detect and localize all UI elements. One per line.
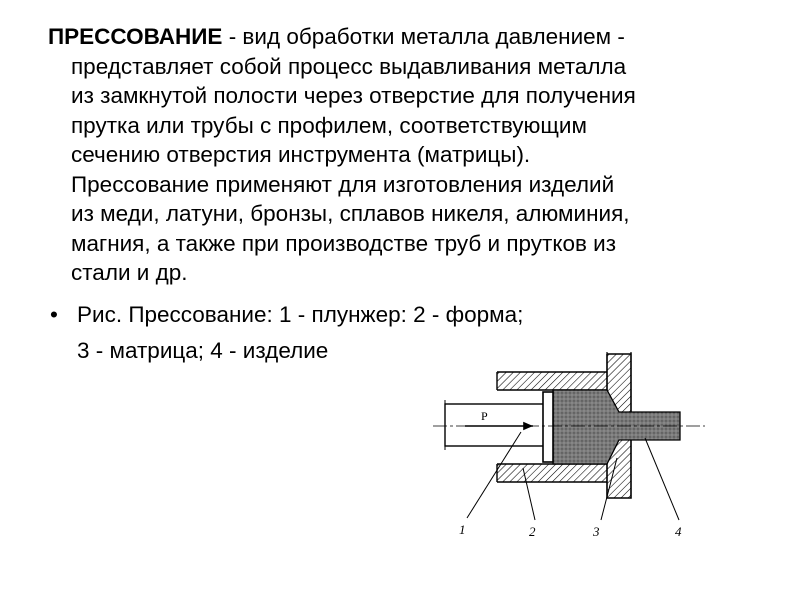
caption-line-1-text: Рис. Прессование: 1 - плунжер: 2 - форма; [77,302,524,327]
form-top-wall [497,372,607,390]
bullet-icon: • [50,302,58,327]
definition-line-2: представляет собой процесс выдавливания металла [71,53,627,79]
callout-1: 1 [459,522,466,537]
definition-line-3: из замкнутой полости через отверстие для получения [71,83,636,108]
definition-term: ПРЕССОВАНИЕ [48,24,223,49]
definition-line-4: прутка или трубы с профилем, соответствующим [71,112,587,138]
pressing-diagram [425,340,715,560]
callout-3: 3 [593,524,600,539]
leader-line-4 [645,438,679,520]
definition-line-9: стали и др. [71,260,188,285]
force-label: P [481,409,488,423]
plunger [445,392,553,462]
definition-line-8: магния, а также при производстве труб и прутков из [71,230,617,256]
caption-line-1 [50,297,610,333]
definition-line-5: сечению отверстия инструмента (матрицы). [71,142,531,167]
definition-line-7: из меди, латуни, бронзы, сплавов никеля, алюминия, [71,201,630,226]
callout-2: 2 [529,524,536,539]
definition-paragraph [48,22,768,288]
definition-line-1-text: - вид обработки металла давлением - [222,24,625,49]
form-bottom-wall [497,464,607,482]
definition-line-1 [48,22,768,52]
definition-line-6: Прессование применяют для изготовления изделий [71,171,615,197]
callout-4: 4 [675,524,682,539]
caption-line-2: 3 - матрица; 4 - изделие [77,338,329,363]
